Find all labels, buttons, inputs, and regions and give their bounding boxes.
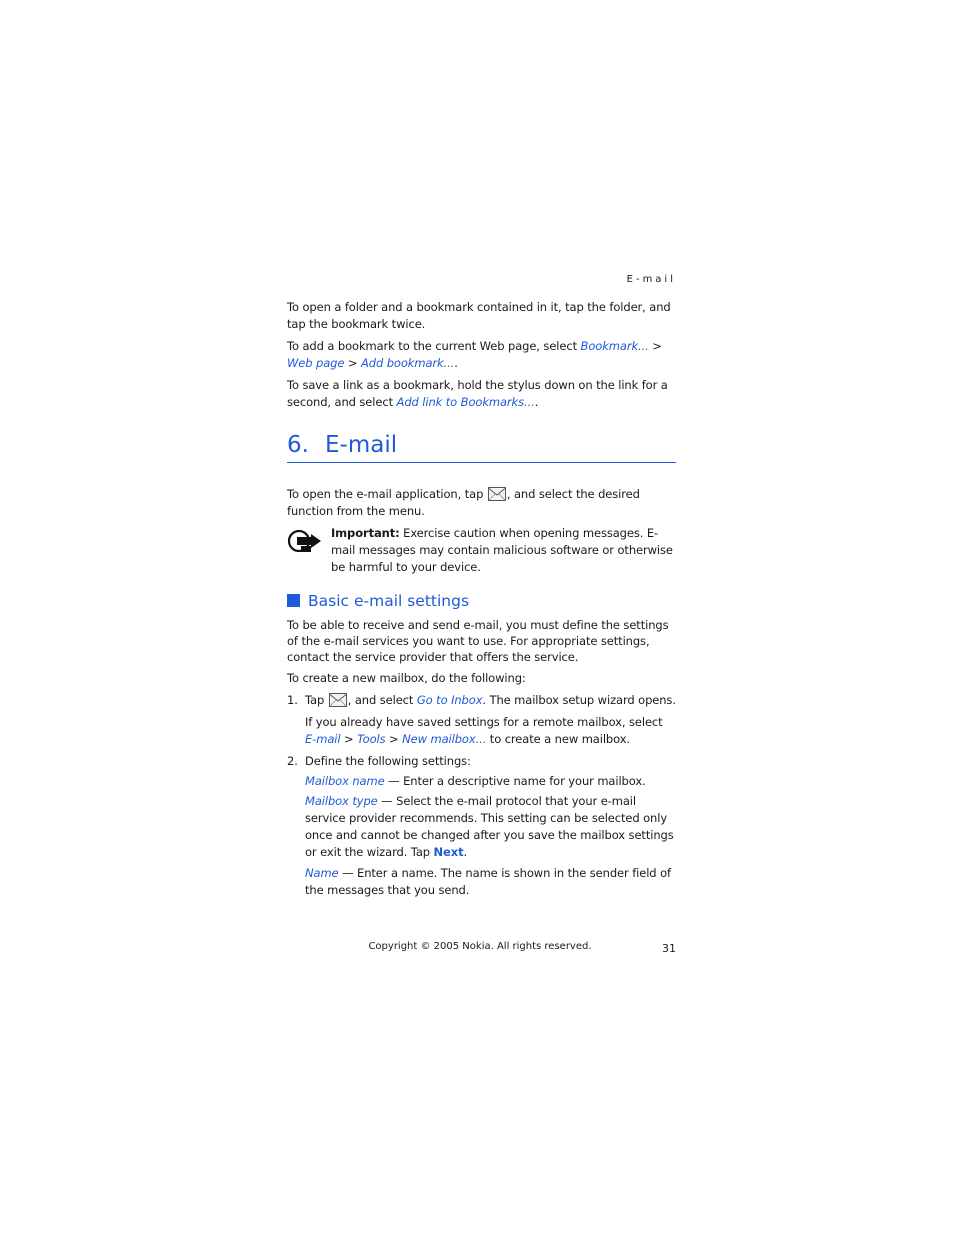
tools-link[interactable]: Tools	[357, 732, 386, 746]
envelope-icon[interactable]	[329, 693, 347, 707]
copyright-footer: Copyright © 2005 Nokia. All rights reserved.	[368, 941, 592, 952]
important-note	[331, 525, 676, 576]
text: . The mailbox setup wizard opens.	[482, 693, 676, 707]
text: If you already have saved settings for a remote mailbox, select	[305, 715, 663, 729]
intro-paragraph-3	[287, 377, 679, 411]
intro-paragraph-1: To open a folder and a bookmark contained in it, tap the folder, and tap the bookmark twice.	[287, 300, 671, 331]
page-number: 31	[662, 942, 676, 955]
mailbox-name-link[interactable]: Mailbox name	[305, 774, 385, 788]
setting-mailbox-type	[305, 793, 677, 861]
separator: >	[385, 732, 403, 746]
bookmark-menu-link[interactable]: Bookmark...	[580, 339, 649, 353]
step-1-subtext	[305, 714, 677, 748]
text: .	[534, 395, 539, 409]
step-2-number: 2.	[287, 754, 298, 768]
separator: >	[648, 339, 662, 353]
text: .	[454, 356, 458, 370]
setting-name	[305, 865, 677, 899]
setting-desc: — Enter a name. The name is shown in the sender field of the messages that you send.	[305, 866, 671, 897]
email-link[interactable]: E-mail	[305, 732, 341, 746]
text: , and select the desired function from the menu.	[287, 487, 640, 518]
chapter-number: 6.	[287, 432, 309, 458]
text: Tap	[305, 693, 328, 707]
setting-desc: — Enter a descriptive name for your mailbox.	[384, 774, 646, 788]
next-action-link[interactable]: Next	[433, 845, 464, 859]
open-email-paragraph	[287, 486, 679, 520]
chapter-name: E-mail	[325, 432, 398, 458]
section-bullet-square	[287, 594, 300, 607]
web-page-link[interactable]: Web page	[287, 356, 345, 370]
section-title-text: Basic e-mail settings	[308, 592, 470, 610]
name-link[interactable]: Name	[305, 866, 339, 880]
separator: >	[340, 732, 358, 746]
text: To save a link as a bookmark, hold the stylus down on the link for a second, and select	[287, 378, 668, 409]
step-2-text: Define the following settings:	[305, 754, 471, 768]
running-header: E-mail	[626, 274, 676, 285]
section-paragraph-2: To create a new mailbox, do the following:	[287, 671, 526, 685]
section-title	[287, 590, 469, 612]
intro-paragraph-2	[287, 338, 679, 372]
important-label: Important:	[331, 526, 400, 540]
add-link-to-bookmarks-link[interactable]: Add link to Bookmarks...	[396, 395, 535, 409]
important-hand-icon	[287, 528, 325, 556]
mailbox-type-link[interactable]: Mailbox type	[305, 794, 378, 808]
step-1-number: 1.	[287, 693, 298, 707]
new-mailbox-link[interactable]: New mailbox...	[402, 732, 487, 746]
add-bookmark-link[interactable]: Add bookmark...	[360, 356, 455, 370]
text: To open the e-mail application, tap	[287, 487, 487, 501]
text: , and select	[347, 693, 417, 707]
go-to-inbox-link[interactable]: Go to Inbox	[416, 693, 483, 707]
text: to create a new mailbox.	[486, 732, 630, 746]
text: .	[463, 845, 468, 859]
setting-desc: — Select the e-mail protocol that your e-mail service provider recommends. This setting can be selected only once and cannot be changed after you save the mailbox settings or exit the wizard. Tap	[305, 794, 674, 859]
step-1-text	[305, 692, 677, 709]
setting-mailbox-name	[305, 773, 677, 790]
section-paragraph-1: To be able to receive and send e-mail, you must define the settings of the e-mail services you want to use. For appropriate settings, contact the service provider that offers the service.	[287, 618, 669, 664]
envelope-icon[interactable]	[488, 487, 506, 501]
separator: >	[344, 356, 361, 370]
text: To add a bookmark to the current Web page, select	[287, 339, 581, 353]
important-text: Exercise caution when opening messages. E-mail messages may contain malicious software or otherwise be harmful to your device.	[331, 526, 673, 574]
chapter-title	[287, 428, 676, 463]
